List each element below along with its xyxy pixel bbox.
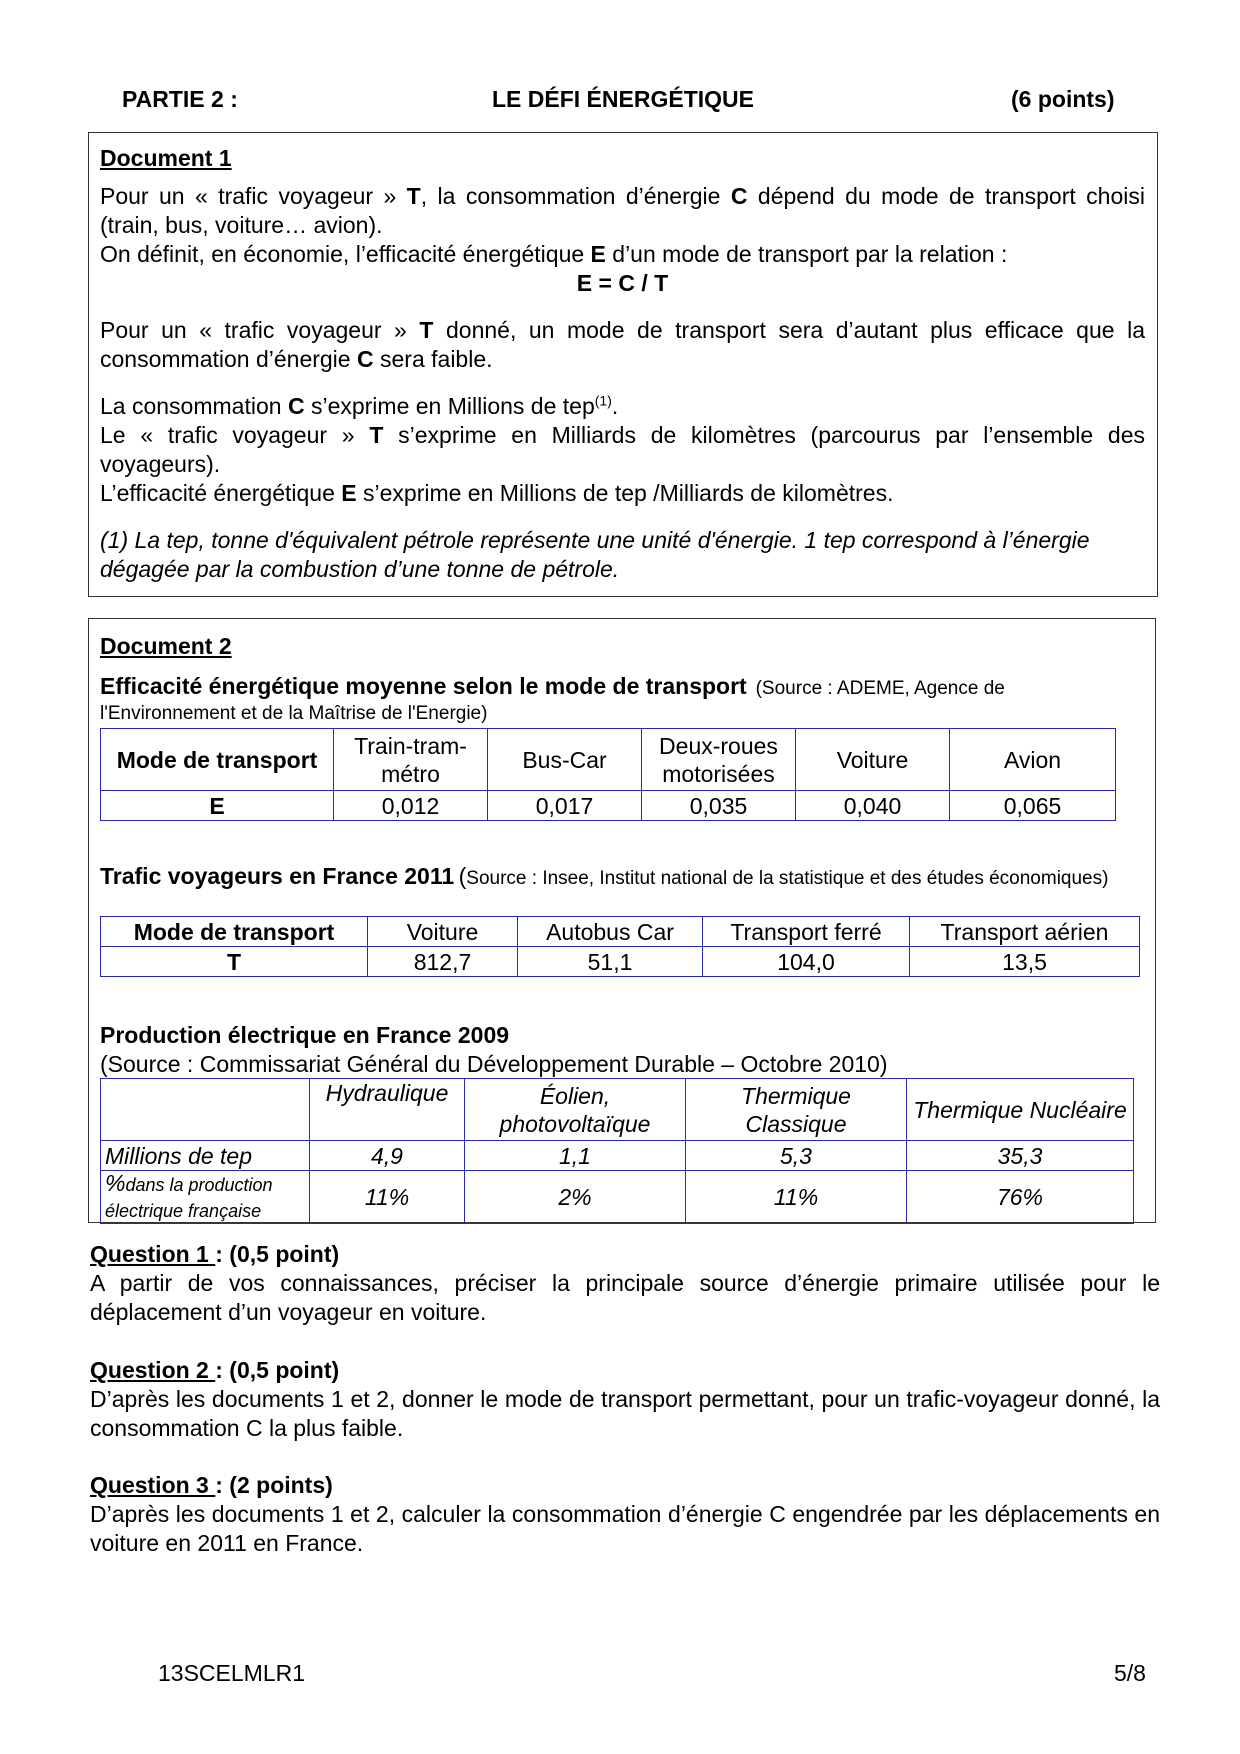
document-1-title: Document 1 [100,145,232,171]
doc1-paragraph-2: On définit, en économie, l’efficacité énergétique E d’un mode de transport par la relation : [100,241,1008,267]
doc1-paragraph-4: La consommation C s’exprime en Millions de tep$^{(1)}$. [100,392,619,419]
table-row: Mode de transport Voiture Autobus Car Transport ferré Transport aérien [101,917,1140,947]
points-label: (6 points) [1011,86,1115,112]
page-number: 5/8 [1114,1660,1146,1686]
doc1-paragraph-1: Pour un « trafic voyageur » T, la consommation d’énergie C dépend du mode de transport choisi (train, bus, voiture… avion). [100,183,1145,238]
question-1: Question 1 : (0,5 point) A partir de vos connaissances, préciser la principale source d’énergie primaire utilisée pour le déplacement d’un voyageur en voiture. [90,1241,1160,1325]
part-label: PARTIE 2 : [122,86,238,112]
production-source: (Source : Commissariat Général du Développement Durable – Octobre 2010) [100,1051,888,1077]
table-row: E 0,012 0,017 0,035 0,040 0,065 [101,791,1116,821]
efficiency-heading: Efficacité énergétique moyenne selon le mode de transport (Source : ADEME, Agence de l'Environnement et de la Maîtrise de l'Energie) [100,673,1005,724]
doc1-paragraph-5: Le « trafic voyageur » T s’exprime en Milliards de kilomètres (parcourus par l’ensemble des voyageurs). [100,422,1145,477]
table-row: Millions de tep 4,9 1,1 5,3 35,3 [101,1141,1134,1171]
table-row: Hydraulique Éolien, photovoltaïque Thermique Classique Thermique Nucléaire [101,1079,1134,1141]
traffic-table [100,916,1140,977]
document-code: 13SCELMLR1 [158,1660,306,1686]
document-2-title: Document 2 [100,633,232,659]
table-row: T 812,7 51,1 104,0 13,5 [101,947,1140,977]
doc1-paragraph-3: Pour un « trafic voyageur » T donné, un mode de transport sera d’autant plus efficace que la consommation d’énergie C sera faible. [100,317,1145,372]
page-title: LE DÉFI ÉNERGÉTIQUE [492,86,754,112]
document-1-box [88,132,1158,597]
question-3: Question 3 : (2 points) D’après les documents 1 et 2, calculer la consommation d’énergie C engendrée par les déplacements en voiture en 2011 en France. [90,1472,1160,1556]
efficiency-table [100,728,1116,821]
footnote: (1) La tep, tonne d'équivalent pétrole représente une unité d'énergie. 1 tep correspond à l’énergie dégagée par la combustion d’une tonne de pétrole. [100,527,1090,582]
question-2: Question 2 : (0,5 point) D’après les documents 1 et 2, donner le mode de transport permettant, pour un trafic-voyageur donné, la consommation C la plus faible. [90,1357,1160,1441]
table-row: %dans la production électrique française 11% 2% 11% 76% [101,1171,1134,1224]
formula: E = C / T [576,270,669,296]
traffic-heading: Trafic voyageurs en France 2011 (Source : Insee, Institut national de la statistique et des études économiques) [100,863,1109,889]
table-row: Mode de transport Train-tram-métro Bus-Car Deux-roues motorisées Voiture Avion [101,729,1116,791]
production-title: Production électrique en France 2009 [100,1022,510,1048]
production-table [100,1078,1134,1224]
doc1-paragraph-6: L’efficacité énergétique E s’exprime en Millions de tep /Milliards de kilomètres. [100,480,894,506]
